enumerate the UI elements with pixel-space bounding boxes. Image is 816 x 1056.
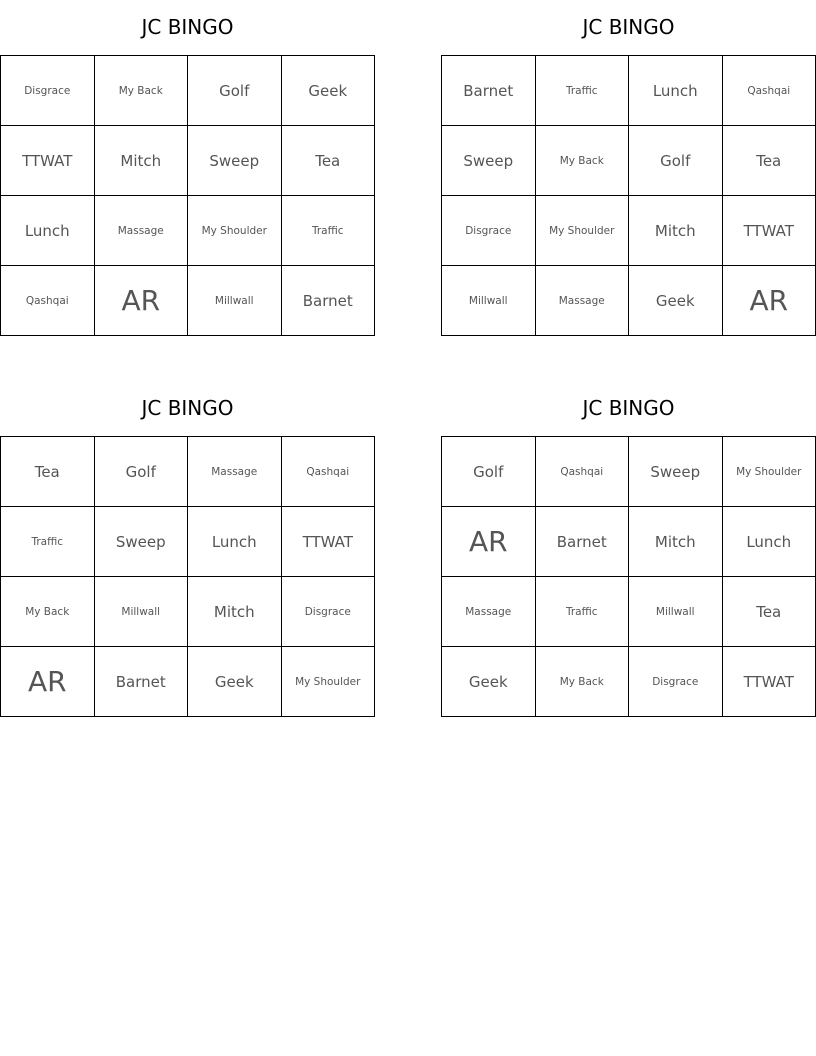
bingo-cell: Tea <box>723 126 816 196</box>
bingo-cell: Geek <box>629 266 723 336</box>
bingo-cell: Qashqai <box>282 437 376 507</box>
bingo-cell: AR <box>442 507 536 577</box>
bingo-cell: My Back <box>536 126 630 196</box>
bingo-cell: Sweep <box>442 126 536 196</box>
bingo-cell: Millwall <box>188 266 282 336</box>
bingo-cell: My Shoulder <box>536 196 630 266</box>
bingo-cell: Millwall <box>95 577 189 647</box>
card-title: JC BINGO <box>582 15 675 39</box>
bingo-card <box>0 381 375 717</box>
card-title: JC BINGO <box>141 396 234 420</box>
bingo-cell: Millwall <box>442 266 536 336</box>
bingo-card <box>441 0 816 336</box>
bingo-cell: Massage <box>95 196 189 266</box>
bingo-grid <box>0 55 375 336</box>
bingo-grid <box>0 436 375 717</box>
bingo-cell: Mitch <box>629 507 723 577</box>
bingo-cell: Disgrace <box>1 56 95 126</box>
bingo-cell: Disgrace <box>629 647 723 717</box>
bingo-cell: AR <box>1 647 95 717</box>
bingo-cell: Traffic <box>536 56 630 126</box>
bingo-cell: Barnet <box>282 266 376 336</box>
bingo-cell: Traffic <box>536 577 630 647</box>
bingo-cell: My Back <box>95 56 189 126</box>
bingo-cell: My Shoulder <box>282 647 376 717</box>
bingo-cell: Barnet <box>536 507 630 577</box>
bingo-grid <box>441 55 816 336</box>
bingo-cell: Qashqai <box>1 266 95 336</box>
bingo-cell: Lunch <box>188 507 282 577</box>
bingo-cell: Massage <box>442 577 536 647</box>
bingo-cell: Millwall <box>629 577 723 647</box>
bingo-cell: Tea <box>282 126 376 196</box>
bingo-cell: Mitch <box>95 126 189 196</box>
bingo-card <box>0 0 375 336</box>
bingo-cell: Golf <box>629 126 723 196</box>
bingo-cell: Lunch <box>723 507 816 577</box>
bingo-cell: My Back <box>1 577 95 647</box>
bingo-cell: Disgrace <box>442 196 536 266</box>
bingo-cell: TTWAT <box>1 126 95 196</box>
bingo-cell: Tea <box>1 437 95 507</box>
bingo-cell: Sweep <box>188 126 282 196</box>
bingo-cell: Sweep <box>629 437 723 507</box>
bingo-cell: Golf <box>188 56 282 126</box>
bingo-cell: AR <box>95 266 189 336</box>
bingo-cell: TTWAT <box>282 507 376 577</box>
bingo-grid <box>441 436 816 717</box>
bingo-cell: Qashqai <box>723 56 816 126</box>
bingo-card <box>441 381 816 717</box>
bingo-cell: TTWAT <box>723 647 816 717</box>
bingo-cell: AR <box>723 266 816 336</box>
bingo-cell: Traffic <box>282 196 376 266</box>
bingo-cell: Tea <box>723 577 816 647</box>
bingo-cell: Geek <box>442 647 536 717</box>
bingo-cell: Massage <box>536 266 630 336</box>
bingo-cell: Traffic <box>1 507 95 577</box>
bingo-cell: My Shoulder <box>723 437 816 507</box>
bingo-cell: Barnet <box>95 647 189 717</box>
bingo-cell: Disgrace <box>282 577 376 647</box>
bingo-cell: Lunch <box>629 56 723 126</box>
card-title: JC BINGO <box>582 396 675 420</box>
bingo-cell: Barnet <box>442 56 536 126</box>
bingo-cell: Golf <box>95 437 189 507</box>
card-title: JC BINGO <box>141 15 234 39</box>
bingo-cell: Geek <box>282 56 376 126</box>
bingo-cell: My Shoulder <box>188 196 282 266</box>
bingo-cell: My Back <box>536 647 630 717</box>
bingo-cell: Golf <box>442 437 536 507</box>
bingo-cell: Lunch <box>1 196 95 266</box>
bingo-cell: Mitch <box>188 577 282 647</box>
bingo-cell: Mitch <box>629 196 723 266</box>
bingo-cell: TTWAT <box>723 196 816 266</box>
bingo-cell: Sweep <box>95 507 189 577</box>
bingo-cell: Geek <box>188 647 282 717</box>
bingo-cell: Massage <box>188 437 282 507</box>
bingo-cell: Qashqai <box>536 437 630 507</box>
